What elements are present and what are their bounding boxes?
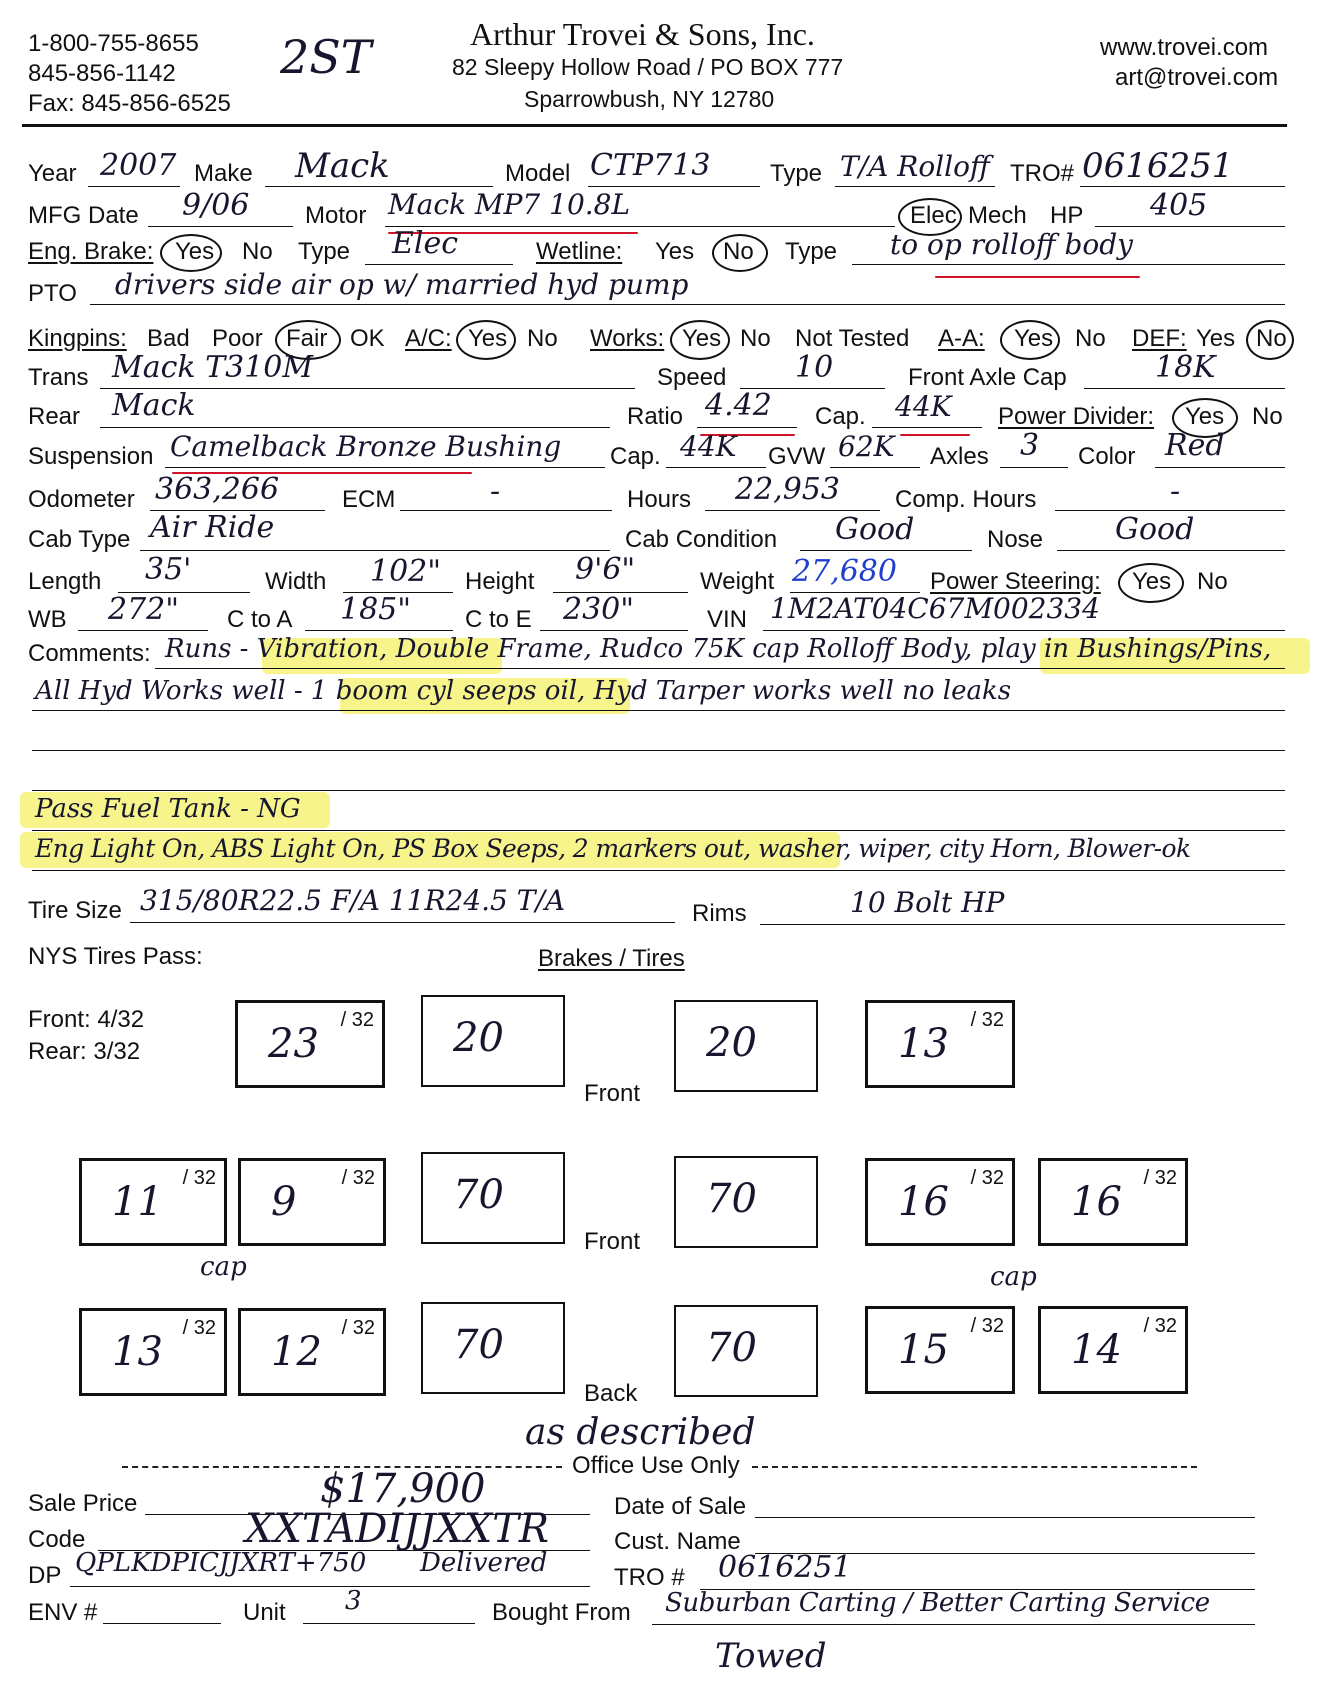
label-bought-from: Bought From [492, 1599, 631, 1626]
line-comment-1 [155, 668, 1285, 669]
line-motor [385, 226, 895, 227]
value-comment-2: All Hyd Works well - 1 boom cyl seeps oil, Hyd Tarper works well no leaks [35, 676, 1012, 706]
line-type [835, 186, 995, 187]
circle-def-no [1246, 320, 1294, 360]
tire-depth: 16 [898, 1179, 949, 1225]
line-ecm [400, 510, 612, 511]
value-bought-from: Suburban Carting / Better Carting Service [665, 1588, 1210, 1618]
line-dp [70, 1586, 590, 1587]
line-vin [763, 630, 1285, 631]
def-no: No [1256, 325, 1287, 352]
brake-percent: 70 [453, 1172, 504, 1218]
label-hours: Hours [627, 486, 692, 513]
label-power-steering: Power Steering: [930, 568, 1101, 595]
value-suspension: Camelback Bronze Bushing [170, 430, 562, 463]
value-year: 2007 [100, 148, 177, 183]
tire-front-left [235, 1000, 385, 1088]
value-speed: 10 [795, 350, 834, 385]
value-comment-3: Pass Fuel Tank - NG [35, 794, 301, 824]
tire-mid-outer-left [79, 1158, 227, 1246]
line-date-of-sale [755, 1517, 1255, 1518]
label-front-1: Front [584, 1080, 641, 1107]
label-type: Type [770, 160, 823, 187]
tire-depth: 13 [898, 1021, 949, 1067]
line-env [103, 1623, 221, 1624]
circle-power-steering-yes [1118, 563, 1184, 603]
label-model: Model [505, 160, 571, 187]
label-tire-size: Tire Size [28, 897, 122, 924]
tire-mid-inner-left [238, 1158, 386, 1246]
label-kingpins: Kingpins: [28, 325, 127, 352]
kingpins-poor: Poor [212, 325, 263, 352]
power-divider-yes: Yes [1185, 403, 1225, 430]
line-susp-cap [666, 467, 766, 468]
cap-note-left: cap [200, 1252, 247, 1282]
aa-no: No [1075, 325, 1106, 352]
label-motor: Motor [305, 202, 367, 229]
label-cab-condition: Cab Condition [625, 526, 778, 553]
brake-front-left [421, 995, 565, 1087]
label-eng-brake: Eng. Brake: [28, 238, 154, 265]
label-dp: DP [28, 1562, 62, 1589]
value-ecm: - [490, 474, 501, 509]
per-32: / 32 [970, 1167, 1004, 1189]
value-color: Red [1165, 428, 1225, 463]
line-comment-blank-2 [32, 790, 1285, 791]
label-rims: Rims [692, 900, 747, 927]
per-32: / 32 [182, 1317, 216, 1339]
red-underline-wetline [935, 276, 1140, 278]
label-elec: Elec [910, 202, 957, 229]
per-32: / 32 [340, 1009, 374, 1031]
label-env: ENV # [28, 1599, 98, 1626]
per-32: / 32 [970, 1009, 1004, 1031]
line-comp-hours [1055, 510, 1285, 511]
per-32: / 32 [182, 1167, 216, 1189]
aa-yes: Yes [1014, 325, 1054, 352]
brake-back-right [674, 1305, 818, 1397]
value-hours: 22,953 [735, 472, 840, 507]
website: www.trovei.com [1100, 34, 1269, 61]
brake-percent: 20 [453, 1015, 504, 1061]
line-wetline-type [852, 264, 1285, 265]
line-tire-size [130, 922, 675, 923]
line-tro [1080, 186, 1285, 187]
line-mfg [148, 226, 293, 227]
tire-mid-inner-right [865, 1158, 1015, 1246]
line-eng-brake-type [365, 264, 513, 265]
label-brakes-tires: Brakes / Tires [538, 945, 685, 972]
label-cust-name: Cust. Name [614, 1528, 741, 1555]
value-pto: drivers side air op w/ married hyd pump [115, 268, 689, 301]
value-unit: 3 [345, 1586, 362, 1616]
label-suspension: Suspension [28, 443, 154, 470]
cap-note-right: cap [990, 1262, 1037, 1292]
line-color [1155, 467, 1285, 468]
brake-mid-right [674, 1156, 818, 1248]
circle-works-yes [670, 320, 730, 360]
circle-aa-yes [1000, 320, 1060, 360]
kingpins-bad: Bad [147, 325, 190, 352]
tire-back-outer-left [79, 1308, 227, 1396]
line-gvw [830, 467, 920, 468]
value-weight: 27,680 [792, 554, 897, 589]
line-comment-3 [32, 830, 1285, 831]
works-yes: Yes [682, 325, 722, 352]
power-steering-yes: Yes [1132, 568, 1172, 595]
line-c-to-e [540, 630, 688, 631]
value-rims: 10 Bolt HP [850, 886, 1005, 919]
tire-depth: 13 [112, 1329, 163, 1375]
label-eng-brake-type: Type [298, 238, 351, 265]
fax: Fax: 845-856-6525 [28, 90, 231, 117]
label-color: Color [1078, 443, 1136, 470]
value-cab-type: Air Ride [150, 510, 275, 545]
value-front-axle-cap: 18K [1155, 350, 1216, 385]
eng-brake-yes: Yes [175, 238, 215, 265]
label-ratio: Ratio [627, 403, 684, 430]
label-susp-cap: Cap. [610, 443, 661, 470]
header-rule [22, 124, 1287, 127]
value-code: XXTADIJJXXTR [245, 1506, 550, 1552]
value-mfg-date: 9/06 [182, 188, 250, 223]
tire-depth: 23 [268, 1021, 319, 1067]
line-year [88, 186, 180, 187]
label-mech: Mech [968, 202, 1027, 229]
brake-percent: 70 [453, 1322, 504, 1368]
company-address-2: Sparrowbush, NY 12780 [524, 86, 775, 112]
line-c-to-a [305, 630, 453, 631]
line-wb [78, 630, 208, 631]
value-comment-1: Runs - Vibration, Double Frame, Rudco 75K cap Rolloff Body, play in Bushings/Pins, [165, 634, 1272, 664]
label-pto: PTO [28, 280, 77, 307]
per-32: / 32 [970, 1315, 1004, 1337]
value-nose: Good [1115, 512, 1195, 547]
tire-back-inner-right [865, 1306, 1015, 1394]
label-hp: HP [1050, 202, 1084, 229]
label-date-of-sale: Date of Sale [614, 1493, 747, 1520]
tire-depth: 9 [271, 1179, 297, 1225]
label-ac: A/C: [405, 325, 452, 352]
tire-depth: 16 [1071, 1179, 1122, 1225]
red-underline-rear-cap [900, 434, 970, 436]
value-wb: 272" [108, 592, 180, 627]
line-front-axle-cap [1084, 388, 1285, 389]
value-comment-4: Eng Light On, ABS Light On, PS Box Seeps, 2 markers out, washer, wiper, city Horn, Blower-ok [35, 834, 1191, 863]
line-comment-2 [32, 710, 1285, 711]
value-tro-2: 0616251 [718, 1550, 852, 1585]
label-height: Height [465, 568, 535, 595]
line-suspension [165, 467, 605, 468]
brake-mid-left [421, 1152, 565, 1244]
label-gvw: GVW [768, 443, 826, 470]
tire-depth: 12 [271, 1329, 322, 1375]
value-hp: 405 [1150, 188, 1208, 223]
wetline-yes: Yes [655, 238, 695, 265]
label-make: Make [194, 160, 253, 187]
label-wb: WB [28, 606, 67, 633]
line-cab-type [140, 550, 610, 551]
line-rear-cap [872, 427, 982, 428]
label-tro: TRO# [1010, 160, 1075, 187]
label-front-axle-cap: Front Axle Cap [908, 364, 1067, 391]
label-wetline: Wetline: [536, 238, 623, 265]
label-vin: VIN [707, 606, 748, 633]
kingpins-fair: Fair [286, 325, 328, 352]
label-weight: Weight [700, 568, 775, 595]
brake-back-left [421, 1302, 565, 1394]
label-comments: Comments: [28, 640, 151, 667]
label-comp-hours: Comp. Hours [895, 486, 1037, 513]
label-trans: Trans [28, 364, 89, 391]
works-no: No [740, 325, 771, 352]
line-model [588, 186, 760, 187]
label-nose: Nose [987, 526, 1044, 553]
label-back: Back [584, 1380, 638, 1407]
value-tro: 0616251 [1082, 146, 1234, 186]
line-pto [90, 304, 1285, 305]
line-ratio [697, 427, 797, 428]
circle-ac-yes [456, 320, 516, 360]
value-as-described: as described [525, 1412, 756, 1453]
value-rear: Mack [112, 388, 196, 423]
value-height: 9'6" [575, 552, 636, 587]
label-sale-price: Sale Price [28, 1490, 138, 1517]
tire-front-right [865, 1000, 1015, 1088]
value-c-to-e: 230" [563, 592, 635, 627]
label-year: Year [28, 160, 77, 187]
value-c-to-a: 185" [340, 592, 412, 627]
rear-spec: Rear: 3/32 [28, 1038, 141, 1065]
label-office-use-only: Office Use Only [572, 1452, 740, 1479]
ac-no: No [527, 325, 558, 352]
value-rear-cap: 44K [895, 390, 952, 423]
brake-front-right [674, 1000, 818, 1092]
phone-2: 845-856-1142 [28, 60, 176, 87]
works-not-tested: Not Tested [795, 325, 910, 352]
office-dash-right [752, 1466, 1197, 1468]
value-tire-size: 315/80R22.5 F/A 11R24.5 T/A [140, 884, 566, 917]
tire-mid-outer-right [1038, 1158, 1188, 1246]
line-hp [1095, 226, 1285, 227]
value-make: Mack [295, 146, 390, 186]
eng-brake-no: No [242, 238, 273, 265]
line-bought-from [652, 1624, 1255, 1625]
value-eng-brake-type: Elec [392, 226, 459, 261]
tire-back-inner-left [238, 1308, 386, 1396]
value-wetline-type: to op rolloff body [890, 228, 1133, 261]
value-type: T/A Rolloff [840, 150, 990, 183]
label-code: Code [28, 1526, 86, 1553]
label-rear: Rear [28, 403, 81, 430]
line-hours [705, 510, 880, 511]
label-speed: Speed [657, 364, 727, 391]
label-aa: A-A: [938, 325, 985, 352]
line-comment-blank-1 [32, 750, 1285, 751]
value-delivered: Delivered [420, 1548, 548, 1578]
phone-1: 1-800-755-8655 [28, 30, 199, 57]
value-sale-price: $17,900 [320, 1466, 486, 1512]
tire-depth: 11 [112, 1179, 163, 1225]
value-axles: 3 [1020, 428, 1040, 463]
handwritten-mark: 2ST [280, 30, 372, 84]
circle-eng-brake-yes [160, 234, 222, 272]
value-motor: Mack MP7 10.8L [388, 188, 631, 221]
company-address-1: 82 Sleepy Hollow Road / PO BOX 777 [452, 54, 844, 80]
line-nose [1057, 550, 1285, 551]
value-gvw: 62K [838, 430, 895, 463]
value-length: 35' [145, 552, 192, 587]
line-make [265, 186, 493, 187]
value-width: 102" [370, 554, 442, 589]
label-tro-2: TRO # [614, 1564, 685, 1591]
line-unit [303, 1623, 475, 1624]
value-trans: Mack T310M [112, 350, 314, 385]
power-divider-no: No [1252, 403, 1283, 430]
label-rear-cap: Cap. [815, 403, 866, 430]
per-32: / 32 [1143, 1167, 1177, 1189]
value-odometer: 363,266 [155, 472, 280, 507]
value-dp: QPLKDPICJJXRT+750 [75, 1548, 367, 1578]
label-ecm: ECM [342, 486, 396, 513]
value-model: CTP713 [590, 148, 711, 183]
label-cab-type: Cab Type [28, 526, 131, 553]
label-power-divider: Power Divider: [998, 403, 1155, 430]
def-yes: Yes [1196, 325, 1236, 352]
value-susp-cap: 44K [680, 430, 737, 463]
email: art@trovei.com [1115, 64, 1279, 91]
front-spec: Front: 4/32 [28, 1006, 145, 1033]
value-towed: Towed [715, 1636, 827, 1676]
label-def: DEF: [1132, 325, 1187, 352]
per-32: / 32 [341, 1317, 375, 1339]
circle-wetline-no [712, 234, 768, 272]
per-32: / 32 [1143, 1315, 1177, 1337]
brake-percent: 70 [706, 1176, 757, 1222]
power-steering-no: No [1197, 568, 1228, 595]
brake-percent: 70 [706, 1325, 757, 1371]
brake-percent: 20 [706, 1020, 757, 1066]
wetline-no: No [723, 238, 754, 265]
label-c-to-e: C to E [465, 606, 532, 633]
ac-yes: Yes [468, 325, 508, 352]
tire-depth: 14 [1071, 1327, 1122, 1373]
line-comment-4 [32, 870, 1285, 871]
value-comp-hours: - [1170, 474, 1181, 509]
line-axles [1000, 467, 1068, 468]
value-ratio: 4.42 [705, 388, 772, 423]
line-cab-condition [800, 550, 972, 551]
label-c-to-a: C to A [227, 606, 293, 633]
value-cab-condition: Good [835, 512, 915, 547]
tire-back-outer-right [1038, 1306, 1188, 1394]
per-32: / 32 [341, 1167, 375, 1189]
line-rear [100, 427, 610, 428]
label-nys-tires: NYS Tires Pass: [28, 943, 203, 970]
label-front-2: Front [584, 1228, 641, 1255]
label-wetline-type: Type [785, 238, 838, 265]
label-works: Works: [590, 325, 665, 352]
label-width: Width [265, 568, 327, 595]
label-length: Length [28, 568, 102, 595]
label-odometer: Odometer [28, 486, 135, 513]
company-name: Arthur Trovei & Sons, Inc. [470, 16, 815, 52]
kingpins-ok: OK [350, 325, 385, 352]
label-unit: Unit [243, 1599, 286, 1626]
line-rims [760, 924, 1285, 925]
tire-depth: 15 [898, 1327, 949, 1373]
label-mfg-date: MFG Date [28, 202, 139, 229]
value-vin: 1M2AT04C67M002334 [770, 592, 1100, 625]
label-axles: Axles [930, 443, 989, 470]
